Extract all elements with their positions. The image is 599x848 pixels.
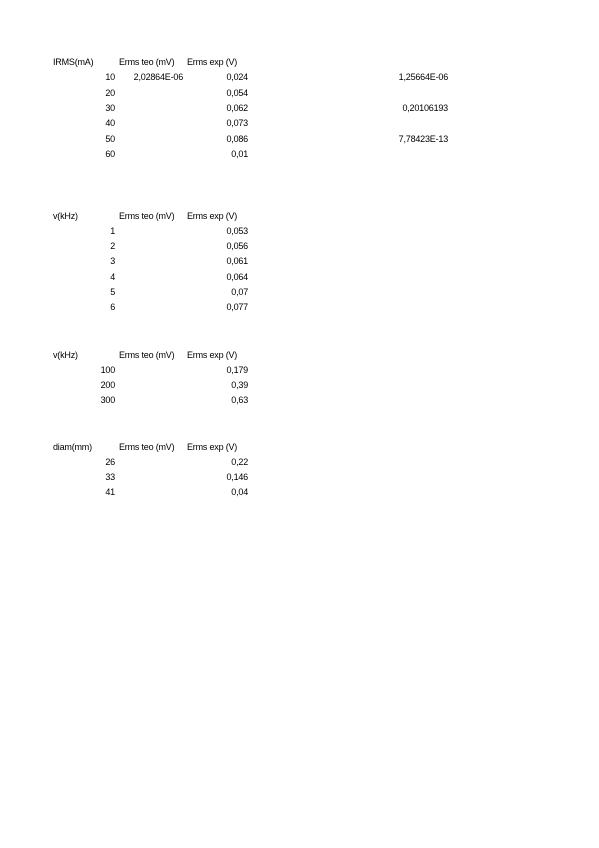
column-header: Erms exp (V) bbox=[187, 349, 238, 360]
column-header: Erms exp (V) bbox=[187, 210, 238, 221]
table-cell: 0,061 bbox=[226, 256, 248, 267]
table-cell: 2,02864E-06 bbox=[133, 72, 183, 83]
table-cell: 200 bbox=[100, 380, 115, 391]
table-cell: 0,22 bbox=[231, 456, 248, 467]
column-header: Erms teo (mV) bbox=[119, 57, 175, 67]
column-header: v(kHz) bbox=[53, 349, 78, 360]
table-row bbox=[0, 225, 599, 237]
column-header: Erms exp (V) bbox=[187, 57, 238, 67]
table-row bbox=[0, 379, 599, 391]
table-cell: 0,179 bbox=[226, 364, 248, 375]
table-row bbox=[0, 102, 599, 114]
table-cell: 0,146 bbox=[226, 472, 248, 483]
table-cell: 100 bbox=[100, 364, 115, 375]
table-cell: 0,086 bbox=[226, 133, 248, 144]
table-cell: 0,07 bbox=[231, 287, 248, 297]
column-header: Erms teo (mV) bbox=[119, 349, 175, 360]
table-cell: 0,073 bbox=[226, 118, 248, 129]
table-cell: 0,056 bbox=[226, 241, 248, 252]
table-row bbox=[0, 364, 599, 376]
column-header: IRMS(mA) bbox=[53, 57, 94, 67]
table-cell: 41 bbox=[105, 487, 115, 498]
table-cell: 0,054 bbox=[226, 87, 248, 98]
table-cell: 2 bbox=[110, 241, 115, 252]
column-header: v(kHz) bbox=[53, 210, 78, 221]
table-header-row bbox=[0, 349, 599, 361]
table-row bbox=[0, 255, 599, 267]
table-cell: 0,077 bbox=[226, 302, 248, 313]
table-header-row bbox=[0, 441, 599, 453]
table-row bbox=[0, 148, 599, 160]
table-row bbox=[0, 486, 599, 498]
table-cell: 33 bbox=[105, 472, 115, 483]
table-cell: 50 bbox=[105, 133, 115, 144]
table-cell: 7,78423E-13 bbox=[398, 133, 448, 144]
table-header-row bbox=[0, 56, 599, 68]
column-header: diam(mm) bbox=[53, 441, 92, 452]
table-cell: 0,04 bbox=[231, 487, 248, 498]
table-cell: 0,63 bbox=[231, 395, 248, 406]
table-cell: 30 bbox=[105, 102, 115, 113]
table-cell: 0,064 bbox=[226, 271, 248, 282]
table-cell: 4 bbox=[110, 271, 115, 282]
table-row bbox=[0, 271, 599, 283]
table-cell: 3 bbox=[110, 256, 115, 267]
table-cell: 20 bbox=[105, 87, 115, 98]
table-cell: 60 bbox=[105, 148, 115, 159]
table-row bbox=[0, 394, 599, 406]
table-cell: 0,01 bbox=[231, 148, 248, 159]
table-cell: 1,25664E-06 bbox=[398, 72, 448, 83]
table-row bbox=[0, 87, 599, 99]
column-header: Erms teo (mV) bbox=[119, 210, 175, 221]
table-row bbox=[0, 71, 599, 83]
table-cell: 300 bbox=[100, 395, 115, 406]
table-cell: 10 bbox=[105, 72, 115, 83]
table-cell: 0,062 bbox=[226, 102, 248, 113]
table-row bbox=[0, 286, 599, 298]
table-cell: 0,024 bbox=[226, 72, 248, 83]
table-cell: 0,39 bbox=[231, 380, 248, 391]
column-header: Erms exp (V) bbox=[187, 441, 238, 452]
table-cell: 0,053 bbox=[226, 225, 248, 236]
table-cell: 26 bbox=[105, 456, 115, 467]
table-cell: 40 bbox=[105, 118, 115, 129]
table-cell: 5 bbox=[110, 287, 115, 297]
table-cell: 0,20106193 bbox=[402, 102, 448, 113]
table-header-row bbox=[0, 210, 599, 222]
table-cell: 6 bbox=[110, 302, 115, 313]
table-row bbox=[0, 471, 599, 483]
column-header: Erms teo (mV) bbox=[119, 441, 175, 452]
table-row bbox=[0, 117, 599, 129]
table-row bbox=[0, 133, 599, 145]
table-row bbox=[0, 456, 599, 468]
table-row bbox=[0, 301, 599, 313]
table-cell: 1 bbox=[110, 225, 115, 236]
table-row bbox=[0, 240, 599, 252]
